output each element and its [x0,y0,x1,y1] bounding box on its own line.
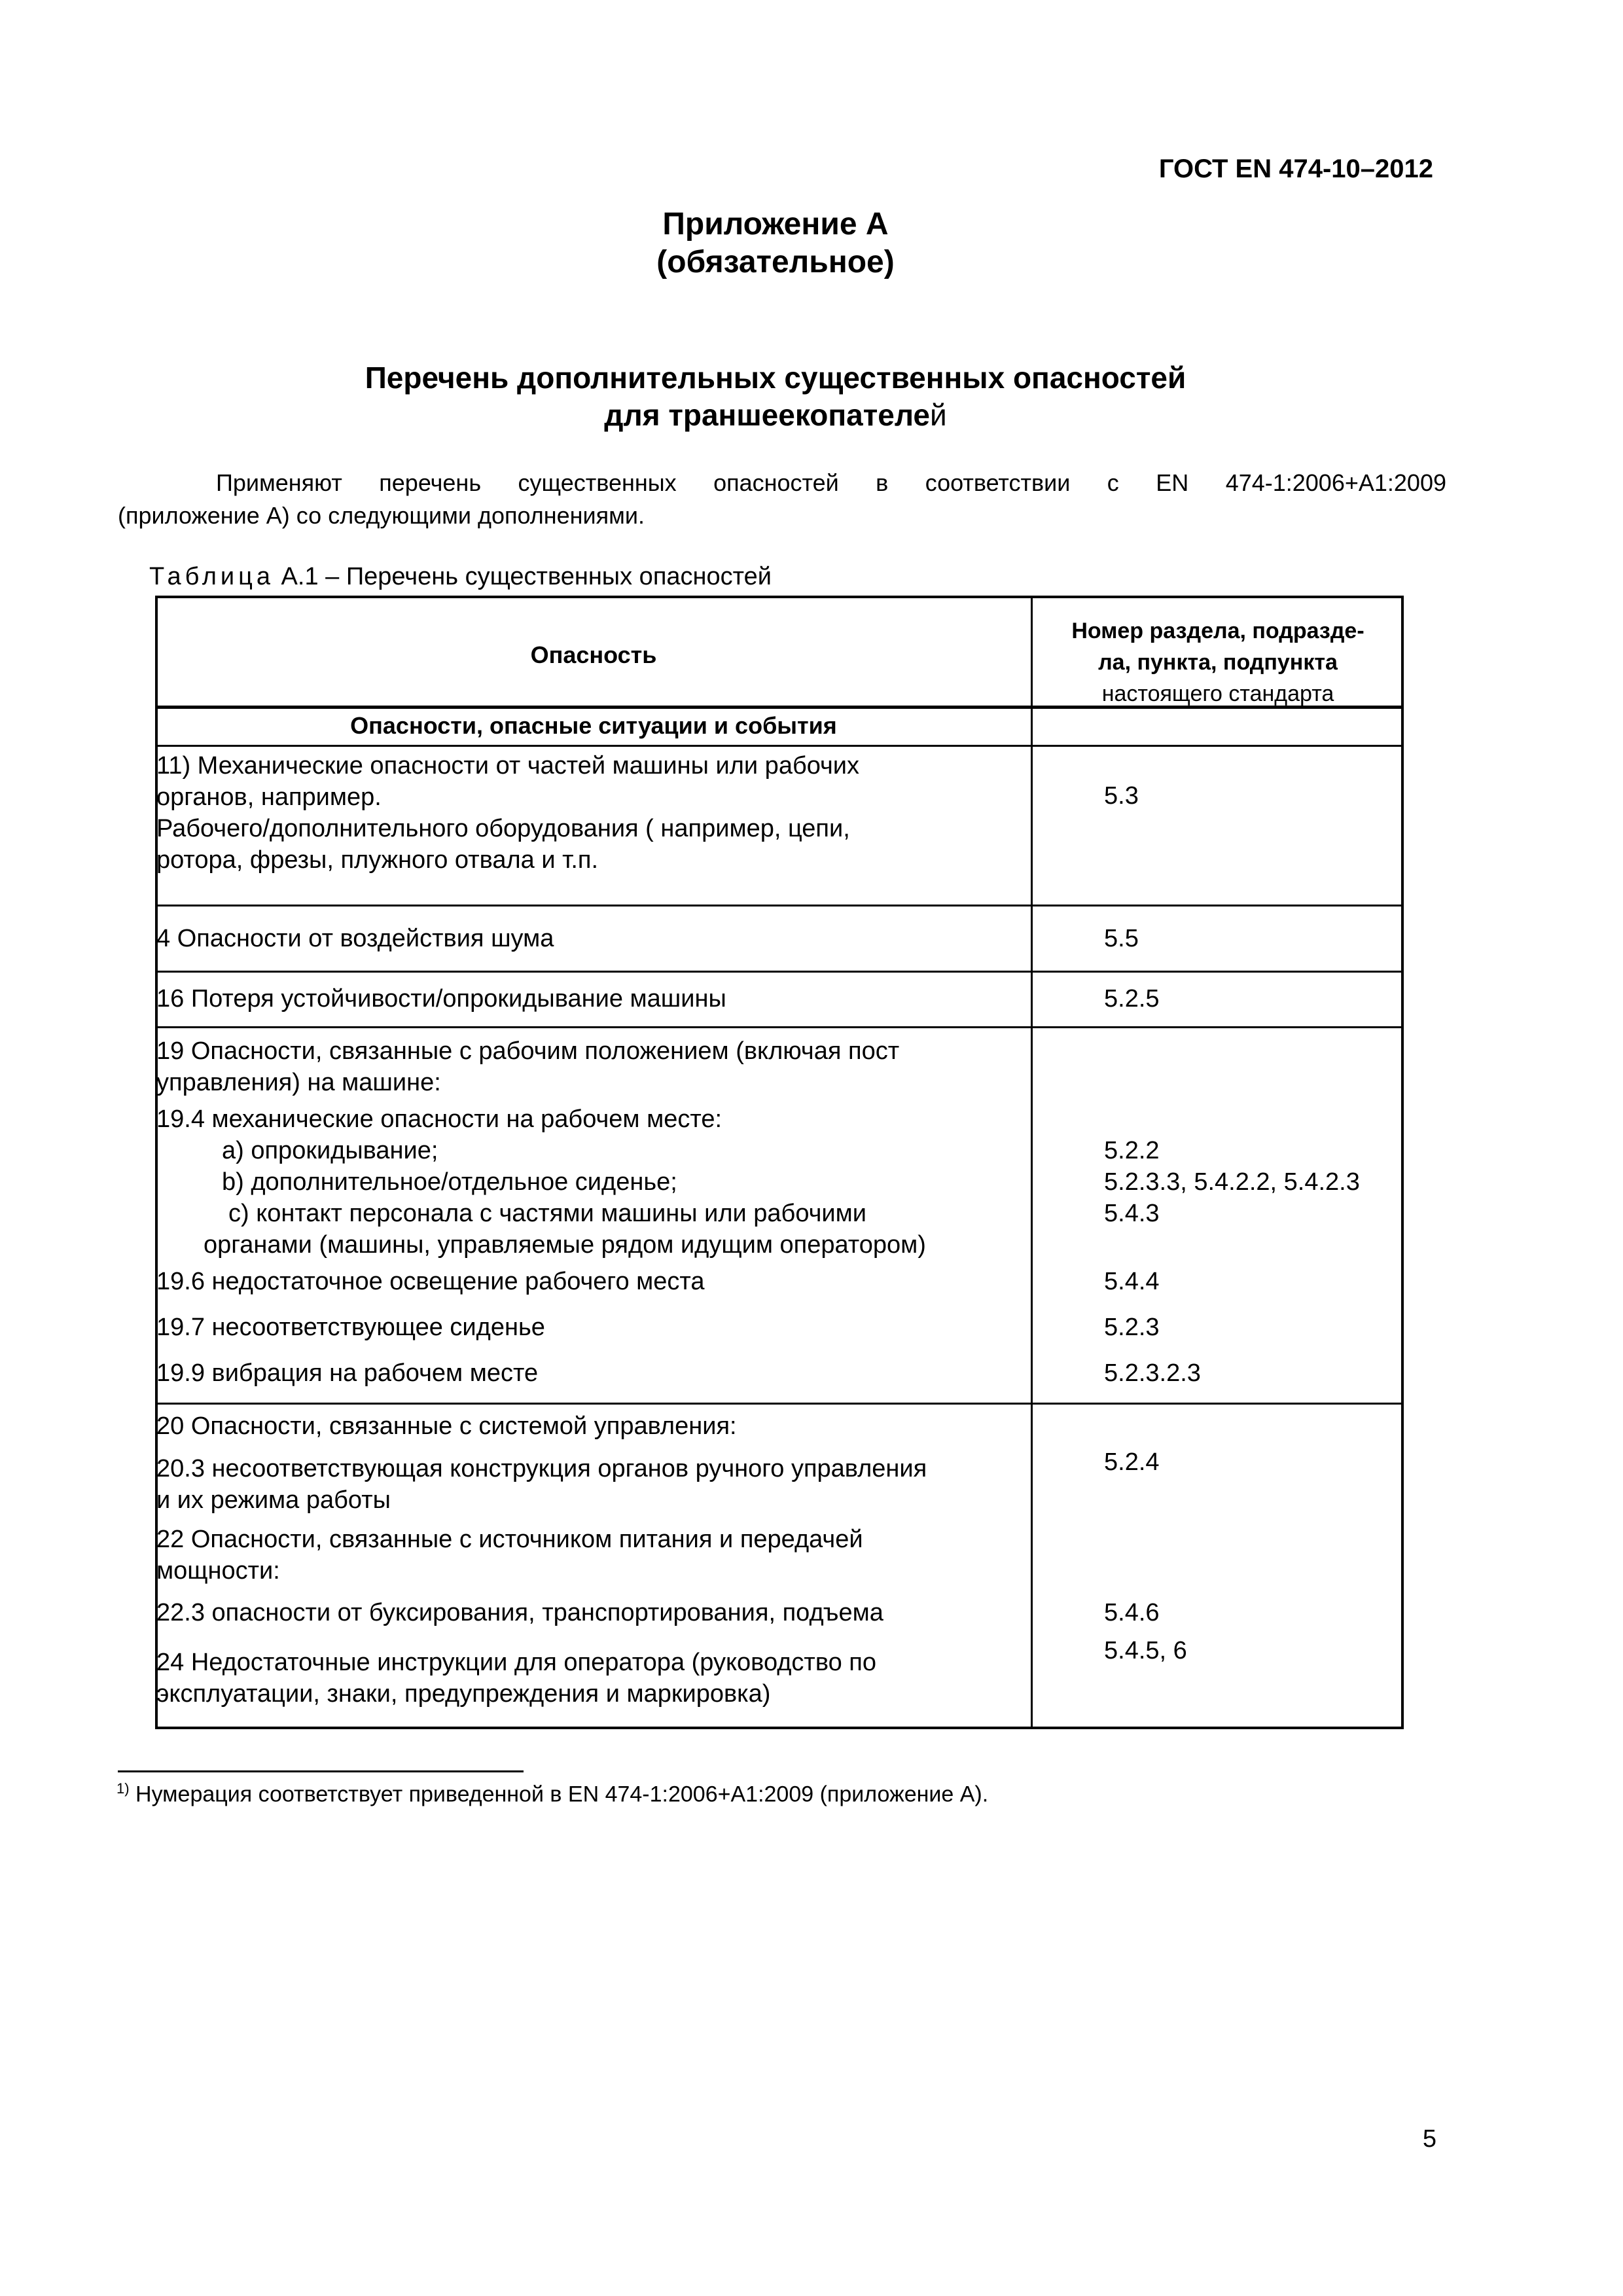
document-title-line-1: Перечень дополнительных существенных опасностей [365,361,1186,395]
table-caption-text: А.1 – Перечень существенных опасностей [274,563,772,590]
intro-paragraph [118,467,1446,532]
intro-line-1: Применяют перечень существенных опасностей в соответствии с EN 474-1:2006+A1:2009 [216,469,1446,496]
row-rule [155,1026,1404,1028]
section-row-4-d: 5.4.4 [1104,1268,1160,1295]
hazard-row-5-line-3: и их режима работы [156,1486,391,1514]
table-caption [149,563,772,591]
section-row-5-b: 5.4.6 [1104,1599,1160,1626]
standard-designation: ГОСТ EN 474-10–2012 [1158,154,1433,183]
hazard-row-4-line-7: органами (машины, управляемые рядом идущим оператором) [204,1231,926,1259]
hazard-row-4-line-8: 19.6 недостаточное освещение рабочего места [156,1268,705,1295]
group-heading: Опасности, опасные ситуации и события [350,712,837,739]
document-title-line-2-tail: й [930,398,947,432]
hazard-row-4-line-5: b) дополнительное/отдельное сиденье; [222,1168,677,1196]
hazard-row-1-line-3: Рабочего/дополнительного оборудования ( например, цепи, [156,815,850,842]
column-header-section-line-2: ла, пункта, подпункта [1098,650,1338,675]
hazard-row-4-line-4: а) опрокидывание; [222,1137,438,1164]
footnote-mark: 1) [116,1780,130,1797]
table-caption-label: Таблица [149,563,274,590]
column-header-section-line-3: настоящего стандарта [1101,681,1334,706]
hazard-row-4-line-2: управления) на машине: [156,1069,441,1096]
annex-status: (обязательное) [656,245,895,279]
document-title-line-2-main: для траншеекопателе [604,398,931,432]
hazard-row-3-line-1: 16 Потеря устойчивости/опрокидывание машины [156,985,726,1013]
section-row-4-f: 5.2.3.2.3 [1104,1359,1201,1387]
section-row-2: 5.5 [1104,925,1139,952]
hazard-row-5-line-2: 20.3 несоответствующая конструкция органов ручного управления [156,1455,927,1482]
section-row-5-c: 5.4.5, 6 [1104,1637,1187,1664]
hazard-row-4-line-9: 19.7 несоответствующее сиденье [156,1314,545,1341]
section-row-4-a: 5.2.2 [1104,1137,1160,1164]
hazard-row-5-line-4: 22 Опасности, связанные с источником питания и передачей [156,1526,863,1553]
hazard-row-5-line-5: мощности: [156,1557,280,1585]
row-rule [155,745,1404,747]
hazard-row-1-line-4: ротора, фрезы, плужного отвала и т.п. [156,846,599,874]
page-number: 5 [1422,2125,1436,2153]
column-header-hazard: Опасность [530,641,657,668]
footnote [116,1780,988,1807]
column-divider [1031,596,1033,1729]
hazard-row-1-line-1: 11) Механические опасности от частей машины или рабочих [156,752,860,780]
hazard-row-5-line-8: эксплуатации, знаки, предупреждения и маркировка) [156,1680,771,1708]
hazard-row-4-line-6: с) контакт персонала с частями машины или рабочими [228,1200,866,1227]
hazard-row-4-line-10: 19.9 вибрация на рабочем месте [156,1359,539,1387]
hazard-row-2-line-1: 4 Опасности от воздействия шума [156,925,554,952]
section-row-5-a: 5.2.4 [1104,1448,1160,1476]
hazard-row-5-line-1: 20 Опасности, связанные с системой управления: [156,1412,737,1440]
hazard-row-5-line-7: 24 Недостаточные инструкции для оператора (руководство по [156,1649,876,1676]
annex-title: Приложение А [662,207,889,242]
column-header-section [1032,615,1404,709]
section-row-4-c: 5.4.3 [1104,1200,1160,1227]
hazard-row-4-line-1: 19 Опасности, связанные с рабочим положением (включая пост [156,1037,900,1065]
section-row-4-b: 5.2.3.3, 5.4.2.2, 5.4.2.3 [1104,1168,1360,1196]
section-row-3: 5.2.5 [1104,985,1160,1013]
intro-line-2: (приложение А) со следующими дополнениями. [118,502,645,529]
row-rule [155,971,1404,973]
row-rule [155,905,1404,906]
footnote-text: Нумерация соответствует приведенной в EN 474-1:2006+A1:2009 (приложение А). [129,1782,989,1807]
row-rule [155,1403,1404,1405]
section-row-1: 5.3 [1104,782,1139,810]
column-header-section-line-1: Номер раздела, подразде- [1071,619,1364,643]
footnote-rule [118,1770,524,1772]
hazard-row-1-line-2: органов, например. [156,783,382,811]
document-title-line-2 [0,397,1551,433]
hazards-table [155,596,1404,1729]
section-row-4-e: 5.2.3 [1104,1314,1160,1341]
hazard-row-5-line-6: 22.3 опасности от буксирования, транспортирования, подъема [156,1599,883,1626]
hazard-row-4-line-3: 19.4 механические опасности на рабочем месте: [156,1105,722,1133]
